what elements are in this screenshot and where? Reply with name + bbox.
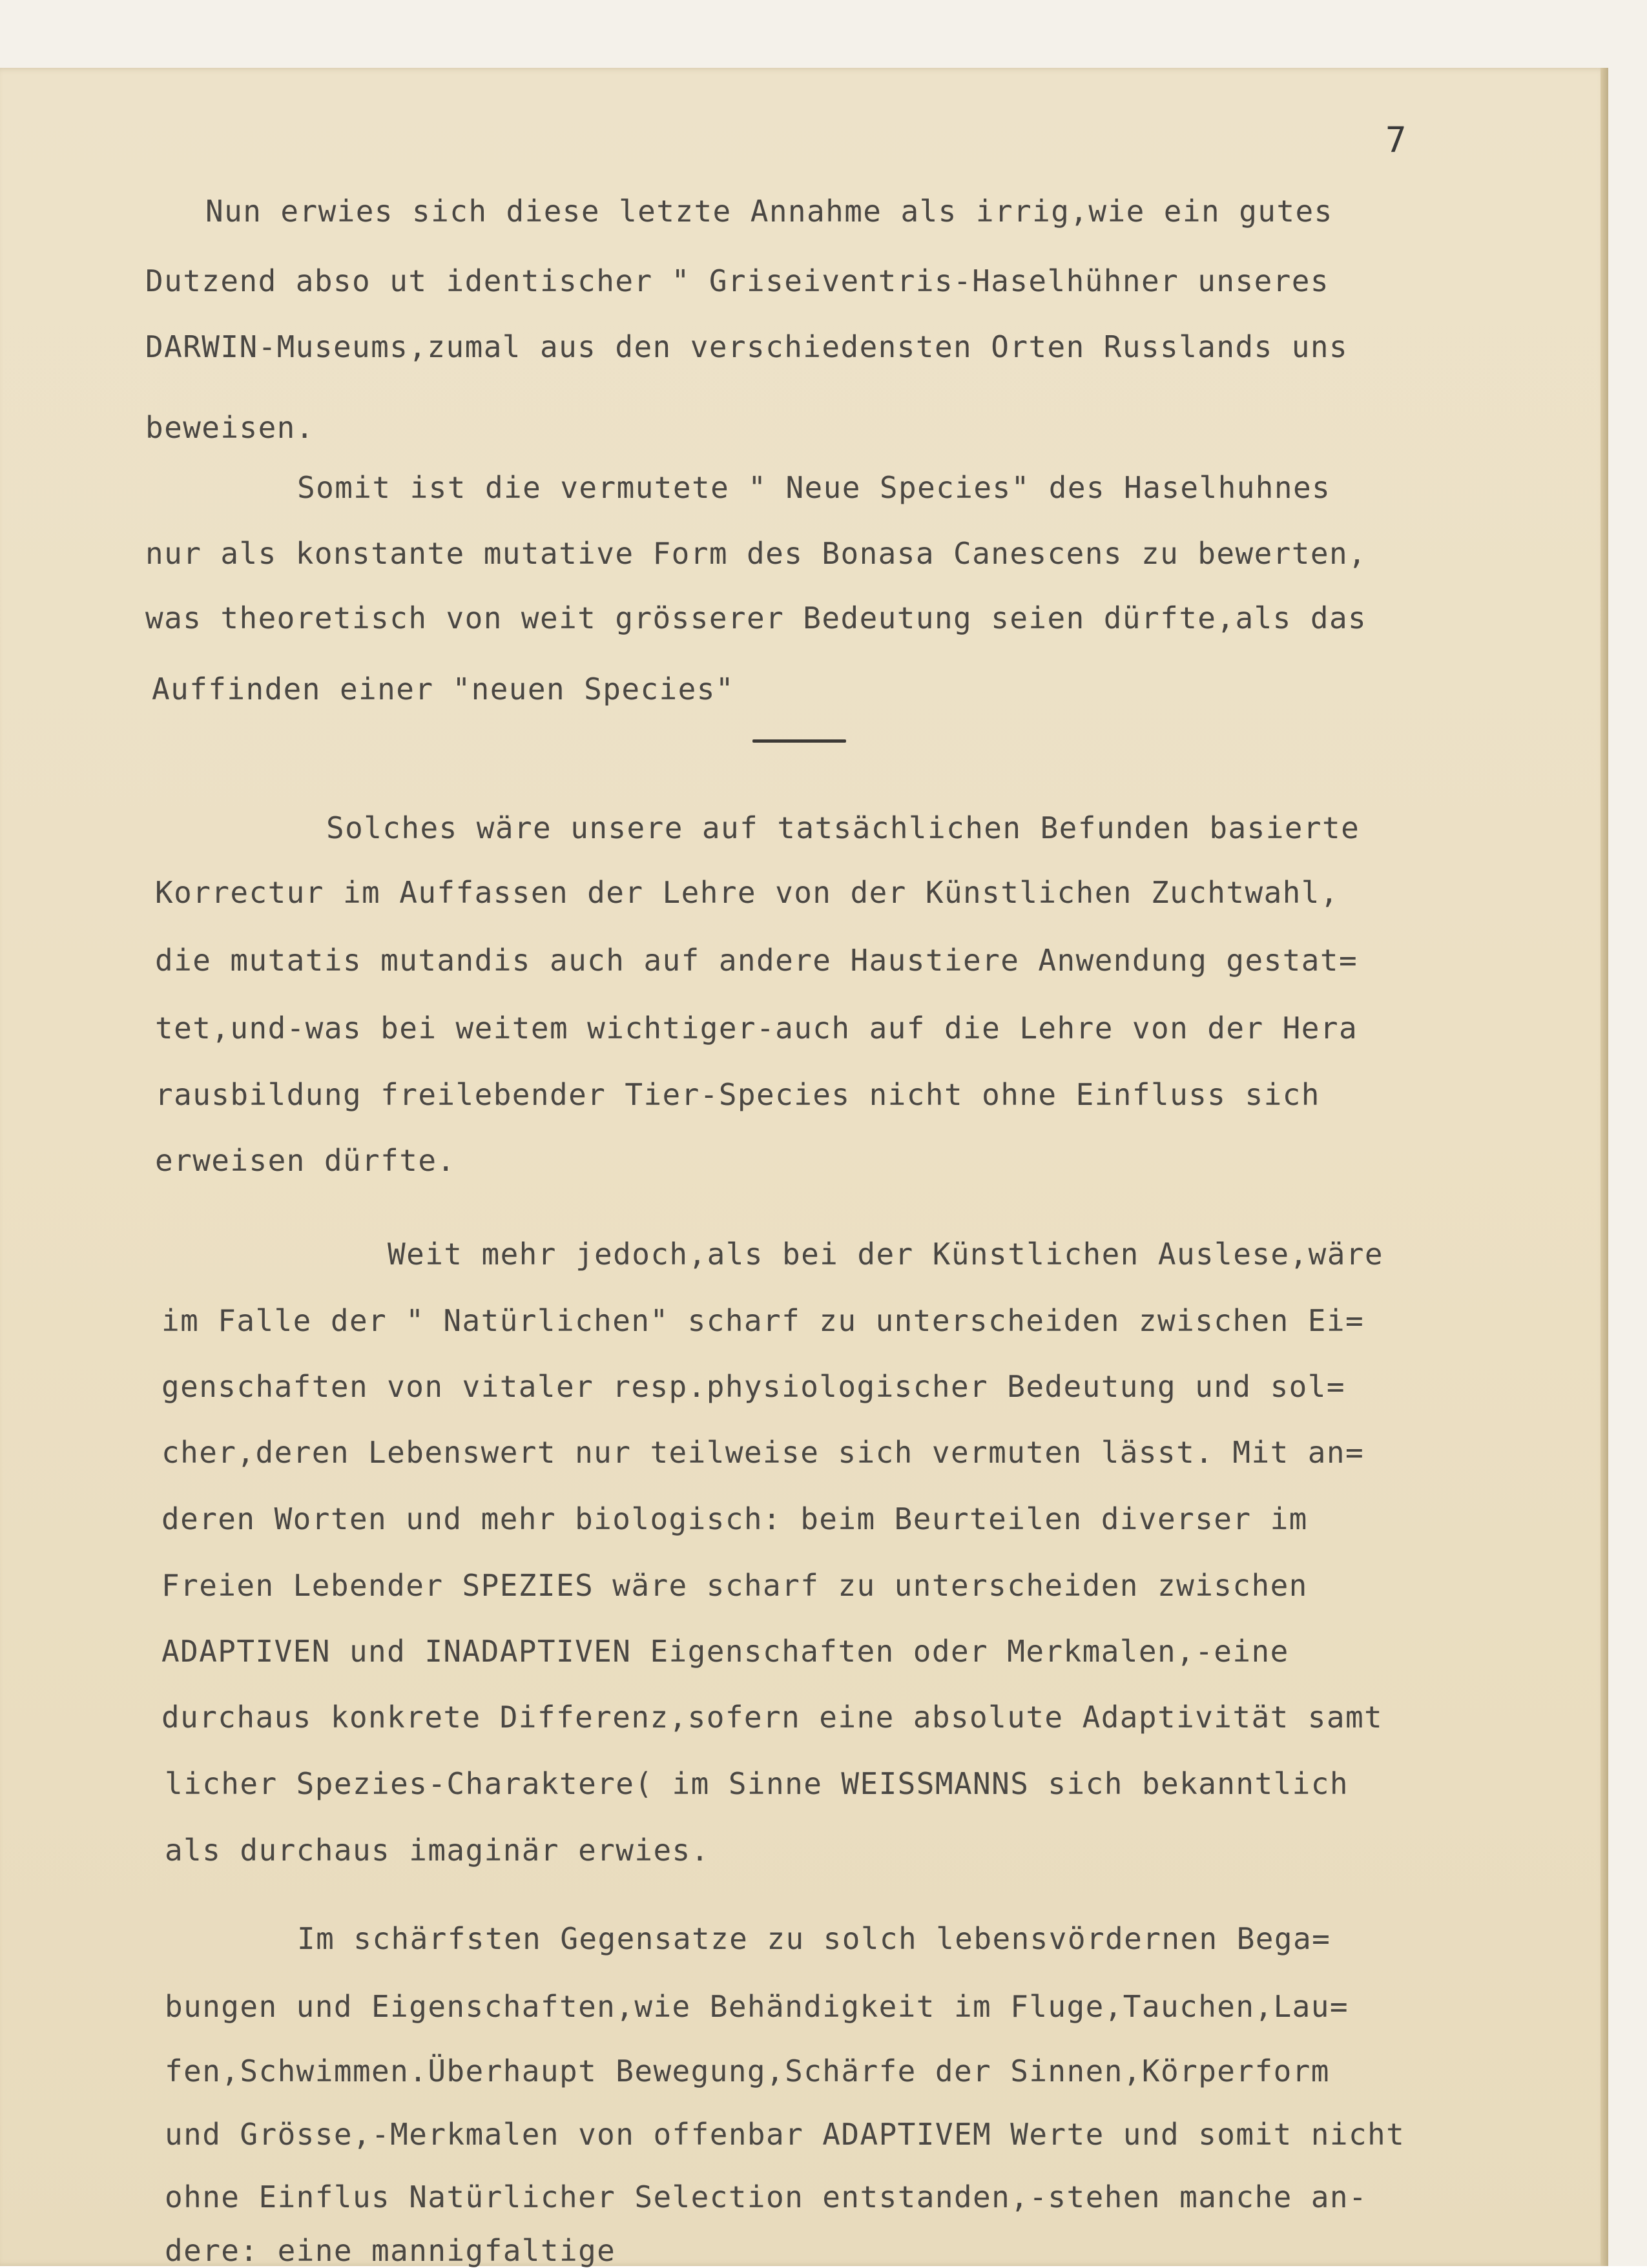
text-line: durchaus konkrete Differenz,sofern eine absolute Adaptivität samt bbox=[161, 1700, 1383, 1735]
text-line: nur als konstante mutative Form des Bonasa Canescens zu bewerten, bbox=[145, 536, 1367, 571]
text-line: fen,Schwimmen.Überhaupt Bewegung,Schärfe der Sinnen,Körperform bbox=[165, 2054, 1330, 2088]
text-line: Korrectur im Auffassen der Lehre von der Künstlichen Zuchtwahl, bbox=[155, 875, 1339, 910]
text-line: deren Worten und mehr biologisch: beim Beurteilen diverser im bbox=[161, 1501, 1308, 1536]
text-line: ADAPTIVEN und INADAPTIVEN Eigenschaften oder Merkmalen,-eine bbox=[161, 1634, 1289, 1669]
text-line: im Falle der " Natürlichen" scharf zu unterscheiden zwischen Ei= bbox=[161, 1303, 1365, 1338]
page-number: 7 bbox=[1385, 119, 1407, 160]
text-line: DARWIN-Museums,zumal aus den verschiedensten Orten Russlands uns bbox=[145, 329, 1349, 364]
text-line: genschaften von vitaler resp.physiologischer Bedeutung und sol= bbox=[161, 1369, 1345, 1404]
text-line: bungen und Eigenschaften,wie Behändigkeit im Fluge,Tauchen,Lau= bbox=[165, 1989, 1349, 2024]
text-line: als durchaus imaginär erwies. bbox=[165, 1833, 710, 1868]
text-line: Weit mehr jedoch,als bei der Künstlichen Auslese,wäre bbox=[388, 1237, 1383, 1272]
text-line: Somit ist die vermutete " Neue Species" des Haselhuhnes bbox=[297, 470, 1331, 505]
text-line: die mutatis mutandis auch auf andere Haustiere Anwendung gestat= bbox=[155, 943, 1358, 978]
section-divider bbox=[752, 739, 846, 743]
text-line: Dutzend abso ut identischer " Griseiventris-Haselhühner unseres bbox=[145, 263, 1329, 298]
text-line: Nun erwies sich diese letzte Annahme als irrig,wie ein gutes bbox=[205, 194, 1333, 229]
text-line: cher,deren Lebenswert nur teilweise sich vermuten lässt. Mit an= bbox=[161, 1435, 1365, 1470]
text-line: licher Spezies-Charaktere( im Sinne WEISSMANNS sich bekanntlich bbox=[165, 1766, 1349, 1801]
text-line: rausbildung freilebender Tier-Species nicht ohne Einfluss sich bbox=[155, 1077, 1320, 1112]
text-line: ohne Einflus Natürlicher Selection entstanden,-stehen manche an- bbox=[165, 2180, 1368, 2214]
text-line: und Grösse,-Merkmalen von offenbar ADAPTIVEM Werte und somit nicht bbox=[165, 2117, 1405, 2152]
text-line: Freien Lebender SPEZIES wäre scharf zu unterscheiden zwischen bbox=[161, 1568, 1308, 1603]
text-line: Im schärfsten Gegensatze zu solch lebensvördernen Bega= bbox=[297, 1921, 1331, 1956]
text-line: Auffinden einer "neuen Species" bbox=[152, 672, 734, 706]
text-line: beweisen. bbox=[145, 410, 315, 445]
text-line: tet,und-was bei weitem wichtiger-auch auf die Lehre von der Hera bbox=[155, 1011, 1358, 1046]
text-line: Solches wäre unsere auf tatsächlichen Befunden basierte bbox=[326, 810, 1360, 845]
text-line: was theoretisch von weit grösserer Bedeutung seien dürfte,als das bbox=[145, 601, 1367, 635]
page-edge bbox=[1600, 68, 1608, 2266]
text-line: erweisen dürfte. bbox=[155, 1143, 456, 1178]
text-line: dere: eine mannigfaltige bbox=[165, 2233, 616, 2268]
